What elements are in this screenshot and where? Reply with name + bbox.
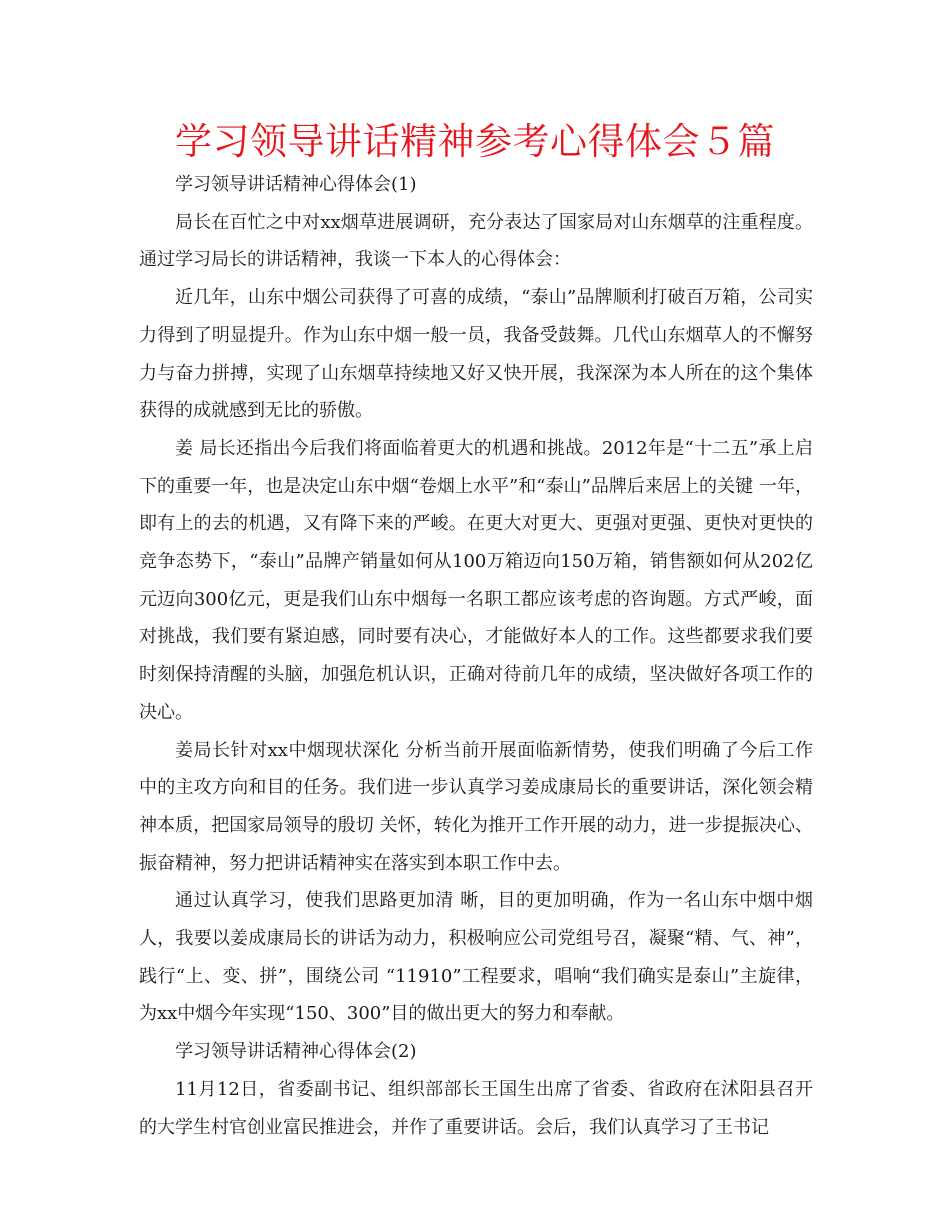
paragraph: 近几年，山东中烟公司获得了可喜的成绩，“泰山”品牌顺利打破百万箱，公司实力得到了明显提升。作为山东中烟一般一员，我备受鼓舞。几代山东烟草人的不懈努力与奋力拼搏，实现了山东烟草持续地又好又快开展，我深深为本人所在的这个集体获得的成就感到无比的骄傲。 bbox=[139, 287, 813, 422]
paragraph: 姜局长针对xx中烟现状深化 分析当前开展面临新情势，使我们明确了今后工作中的主攻方向和目的任务。我们进一步认真学习姜成康局长的重要讲话，深化领会精神本质，把国家局领导的殷切 关怀，转化为推开工作开展的动力，进一步提振决心、振奋精神，努力把讲话精神实在落实到本职工作中去。 bbox=[139, 739, 813, 874]
paragraph: 局长在百忙之中对xx烟草进展调研，充分表达了国家局对山东烟草的注重程度。通过学习局长的讲话精神，我谈一下本人的心得体会： bbox=[139, 211, 813, 271]
paragraph: 通过认真学习，使我们思路更加清 晰，目的更加明确，作为一名山东中烟中烟人，我要以姜成康局长的讲话为动力，积极响应公司党组号召，凝聚“精、气、神”，践行“上、变、拼”，围绕公司 “11910”工程要求，唱响“我们确实是泰山”主旋律，为xx中烟今年实现“150、300”目的做出更大的努力和奉献。 bbox=[139, 890, 813, 1025]
document-title: 学习领导讲话精神参考心得体会５篇 bbox=[175, 120, 775, 163]
document-body bbox=[139, 166, 813, 1146]
paragraph: 11月12日，省委副书记、组织部部长王国生出席了省委、省政府在沭阳县召开的大学生村官创业富民推进会，并作了重要讲话。会后，我们认真学习了王书记 bbox=[139, 1078, 813, 1138]
section-heading-1: 学习领导讲话精神心得体会(1) bbox=[175, 174, 417, 195]
paragraph: 姜 局长还指出今后我们将面临着更大的机遇和挑战。2012年是“十二五”承上启下的重要一年，也是决定山东中烟“卷烟上水平”和“泰山”品牌后来居上的关键 一年，即有上的去的机遇，又有降下来的严峻。在更大对更大、更强对更强、更快对更快的竞争态势下，“泰山”品牌产销量如何从100万箱迈向150万箱，销售额如何从202亿元迈向300亿元，更是我们山东中烟每一名职工都应该考虑的咨询题。方式严峻，面对挑战，我们要有紧迫感，同时要有决心，才能做好本人的工作。这些都要求我们要时刻保持清醒的头脑，加强危机认识，正确对待前几年的成绩，坚决做好各项工作的决心。 bbox=[139, 437, 813, 723]
section-heading-2: 学习领导讲话精神心得体会(2) bbox=[175, 1041, 417, 1063]
